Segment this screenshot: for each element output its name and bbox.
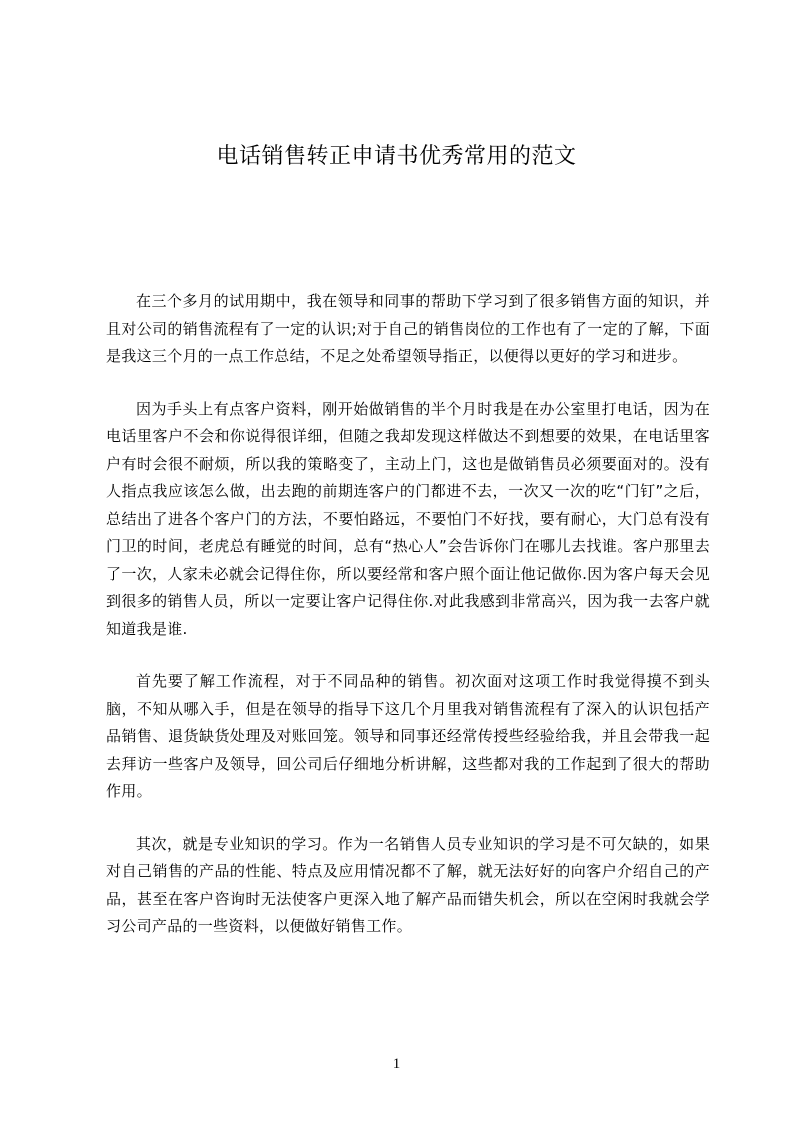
document-body	[106, 288, 710, 966]
page-number: 1	[392, 1056, 401, 1072]
document-title: 电话销售转正申请书优秀常用的范文	[216, 144, 577, 169]
paragraph-1: 在三个多月的试用期中，我在领导和同事的帮助下学习到了很多销售方面的知识，并且对公司的销售流程有了一定的认识;对于自己的销售岗位的工作也有了一定的了解，下面是我这三个月的一点工作总结，不足之处希望领导指正，以便得以更好的学习和进步。	[106, 292, 710, 365]
paragraph-4: 其次，就是专业知识的学习。作为一名销售人员专业知识的学习是不可欠缺的，如果对自己销售的产品的性能、特点及应用情况都不了解，就无法好好的向客户介绍自己的产品，甚至在客户咨询时无法使客户更深入地了解产品而错失机会，所以在空闲时我就会学习公司产品的一些资料，以便做好销售工作。	[106, 834, 710, 935]
paragraph-2: 因为手头上有点客户资料，刚开始做销售的半个月时我是在办公室里打电话，因为在电话里客户不会和你说得很详细，但随之我却发现这样做达不到想要的效果，在电话里客户有时会很不耐烦，所以我的策略变了，主动上门，这也是做销售员必须要面对的。没有人指点我应该怎么做，出去跑的前期连客户的门都进不去，一次又一次的吃“门钉”之后，总结出了进各个客户门的方法，不要怕路远，不要怕门不好找，要有耐心，大门总有没有门卫的时间，老虎总有睡觉的时间，总有“热心人”会告诉你门在哪儿去找谁。客户那里去了一次，人家未必就会记得住你，所以要经常和客户照个面让他记做你.因为客户每天会见到很多的销售人员，所以一定要让客户记得住你.对此我感到非常高兴，因为我一去客户就知道我是谁.	[106, 399, 710, 638]
paragraph-3: 首先要了解工作流程，对于不同品种的销售。初次面对这项工作时我觉得摸不到头脑，不知从哪入手，但是在领导的指导下这几个月里我对销售流程有了深入的认识包括产品销售、退货缺货处理及对账回笼。领导和同事还经常传授些经验给我，并且会带我一起去拜访一些客户及领导，回公司后仔细地分析讲解，这些都对我的工作起到了很大的帮助作用。	[106, 672, 710, 800]
